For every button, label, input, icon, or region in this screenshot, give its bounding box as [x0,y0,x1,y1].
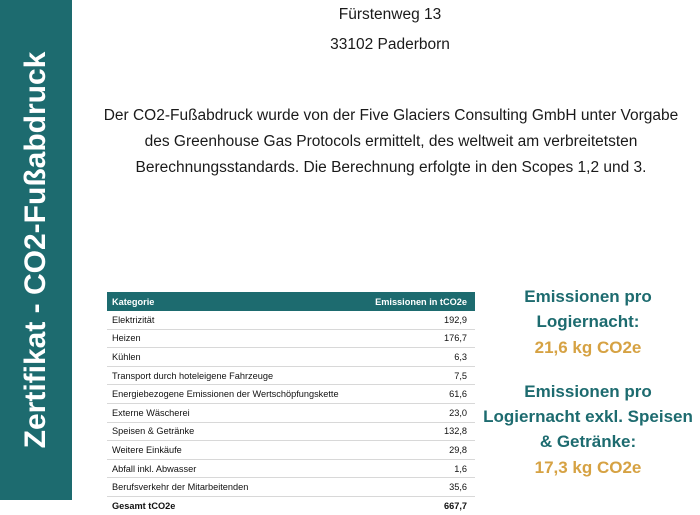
address-street: Fürstenweg 13 [338,6,442,23]
table-row [107,366,475,385]
table-row [107,385,475,404]
table-row [107,422,475,441]
cell-value: 1,6 [362,459,475,478]
table-row [107,478,475,497]
address-block [90,0,690,60]
cell-category: Elektrizität [107,311,362,329]
cell-category: Externe Wäscherei [107,403,362,422]
emissions-table [107,292,475,515]
table-row [107,311,475,329]
table-row [107,459,475,478]
cell-category: Weitere Einkäufe [107,441,362,460]
kpi-emissions-per-night [483,284,693,361]
kpi-value: 21,6 kg CO2e [534,338,642,357]
table-total-row [107,496,475,514]
kpi-emissions-per-night-excl-food [483,379,693,481]
table-row [107,441,475,460]
table-row [107,348,475,367]
cell-value: 61,6 [362,385,475,404]
cell-value: 192,9 [362,311,475,329]
sidebar-title: Zertifikat - CO2-Fußabdruck [19,51,52,449]
cell-value: 176,7 [362,329,475,348]
sidebar-banner [0,0,72,500]
cell-category: Kühlen [107,348,362,367]
cell-value: 6,3 [362,348,475,367]
address-city: 33102 Paderborn [330,36,450,53]
cell-category: Speisen & Getränke [107,422,362,441]
table-header-row [107,292,475,311]
kpi-value: 17,3 kg CO2e [534,458,642,477]
cell-category: Berufsverkehr der Mitarbeitenden [107,478,362,497]
cell-category: Abfall inkl. Abwasser [107,459,362,478]
column-header-value: Emissionen in tCO2e [362,292,475,311]
cell-category: Energiebezogene Emissionen der Wertschöpfungskette [107,385,362,404]
column-header-category: Kategorie [107,292,362,311]
cell-value: 7,5 [362,366,475,385]
kpi-label: Emissionen pro Logiernacht exkl. Speisen & Getränke: [483,382,693,451]
table-row [107,403,475,422]
cell-value: 23,0 [362,403,475,422]
cell-category: Heizen [107,329,362,348]
cell-total-value: 667,7 [362,496,475,514]
cell-value: 35,6 [362,478,475,497]
cell-value: 132,8 [362,422,475,441]
cell-total-label: Gesamt tCO2e [107,496,362,514]
cell-value: 29,8 [362,441,475,460]
intro-paragraph: Der CO2-Fußabdruck wurde von der Five Glaciers Consulting GmbH unter Vorgabe des Greenhouse Gas Protocols ermittelt, des weltweit am verbreitetsten Berechnungsstandards. Die Berechnung erfolgte in den Scopes 1,2 und 3. [103,107,679,176]
table-row [107,329,475,348]
cell-category: Transport durch hoteleigene Fahrzeuge [107,366,362,385]
kpi-label: Emissionen pro Logiernacht: [524,287,652,331]
